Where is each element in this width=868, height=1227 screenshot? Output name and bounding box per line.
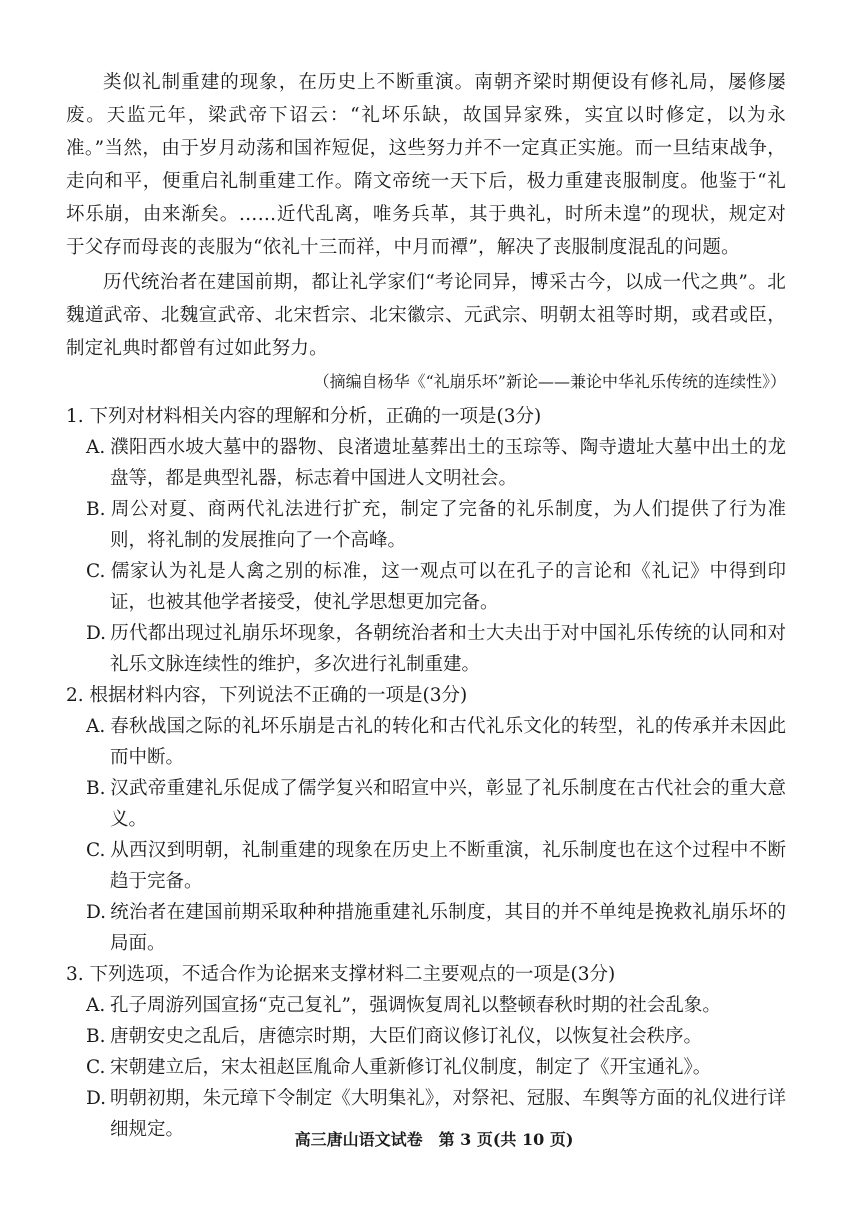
option-letter: D. [86, 1088, 107, 1109]
option-letter: B. [86, 1026, 106, 1047]
option-text: 统治者在建国前期采取种种措施重建礼乐制度，其目的并不单纯是挽救礼崩乐坏的局面。 [110, 902, 786, 954]
passage-source: （摘编自杨华《“礼崩乐坏”新论——兼论中华礼乐传统的连续性》） [313, 372, 786, 391]
question-stem: 2. 根据材料内容，下列说法不正确的一项是(3分) [66, 685, 468, 706]
option-text: 从西汉到明朝，礼制重建的现象在历史上不断重演，礼乐制度也在这个过程中不断趋于完备。 [110, 840, 786, 892]
option-d[interactable] [66, 897, 786, 959]
option-text: 孔子周游列国宣扬“克己复礼”，强调恢复周礼以整顿春秋时期的社会乱象。 [110, 995, 721, 1016]
option-a[interactable] [66, 990, 786, 1021]
option-letter: A. [86, 716, 106, 737]
option-text: 春秋战国之际的礼坏乐崩是古礼的转化和古代礼乐文化的转型，礼的传承并未因此而中断。 [110, 716, 786, 768]
passage-paragraph-2: 历代统治者在建国前期，都让礼学家们“考论同异，博采古今，以成一代之典”。北魏道武帝、北魏宣武帝、北宋哲宗、北宋徽宗、元武宗、明朝太祖等时期，或君或臣，制定礼典时都曾有过如此努力。 [66, 272, 786, 359]
option-letter: A. [86, 995, 106, 1016]
option-b[interactable] [66, 1021, 786, 1052]
option-c[interactable] [66, 556, 786, 618]
option-d[interactable] [66, 618, 786, 680]
option-b[interactable] [66, 773, 786, 835]
page-footer: 高三唐山语文试卷 第 3 页(共 10 页) [294, 1130, 574, 1149]
option-c[interactable] [66, 835, 786, 897]
option-letter: C. [86, 1057, 106, 1078]
question-2 [66, 680, 786, 959]
option-a[interactable] [66, 711, 786, 773]
option-letter: C. [86, 561, 106, 582]
option-letter: B. [86, 778, 106, 799]
option-text: 唐朝安史之乱后，唐德宗时期，大臣们商议修订礼仪，以恢复社会秩序。 [110, 1026, 703, 1047]
option-text: 濮阳西水坡大墓中的器物、良渚遗址墓葬出土的玉琮等、陶寺遗址大墓中出土的龙盘等，都是典型礼器，标志着中国进人文明社会。 [110, 437, 786, 489]
option-b[interactable] [66, 494, 786, 556]
option-a[interactable] [66, 432, 786, 494]
option-text: 宋朝建立后，宋太祖赵匡胤命人重新修订礼仪制度，制定了《开宝通礼》。 [110, 1057, 712, 1078]
option-letter: D. [86, 902, 107, 923]
page-content [66, 66, 786, 1145]
option-letter: C. [86, 840, 106, 861]
option-text: 周公对夏、商两代礼法进行扩充，制定了完备的礼乐制度，为人们提供了行为准则，将礼制的发展推向了一个高峰。 [110, 499, 786, 551]
option-c[interactable] [66, 1052, 786, 1083]
option-text: 明朝初期，朱元璋下令制定《大明集礼》，对祭祀、冠服、车舆等方面的礼仪进行详细规定。 [110, 1088, 786, 1140]
option-letter: A. [86, 437, 106, 458]
passage-paragraph-1: 类似礼制重建的现象，在历史上不断重演。南朝齐梁时期便设有修礼局，屡修屡废。天监元年，梁武帝下诏云：“礼坏乐缺，故国异家殊，实宜以时修定，以为永准。”当然，由于岁月动荡和国祚短促，这些努力并不一定真正实施。而一旦结束战争，走向和平，便重启礼制重建工作。隋文帝统一天下后，极力重建丧服制度。他鉴于“礼坏乐崩，由来渐矣。……近代乱离，唯务兵革，其于典礼，时所未遑”的现状，规定对于父存而母丧的丧服为“依礼十三而祥，中月而禫”，解决了丧服制度混乱的问题。 [66, 72, 786, 258]
option-letter: D. [86, 623, 107, 644]
option-text: 儒家认为礼是人禽之别的标准，这一观点可以在孔子的言论和《礼记》中得到印证，也被其他学者接受，使礼学思想更加完备。 [110, 561, 786, 613]
option-text: 历代都出现过礼崩乐坏现象，各朝统治者和士大夫出于对中国礼乐传统的认同和对礼乐文脉连续性的维护，多次进行礼制重建。 [110, 623, 786, 675]
option-letter: B. [86, 499, 106, 520]
question-3 [66, 959, 786, 1145]
question-1 [66, 401, 786, 680]
question-stem: 3. 下列选项，不适合作为论据来支撑材料二主要观点的一项是(3分) [66, 964, 616, 985]
option-text: 汉武帝重建礼乐促成了儒学复兴和昭宣中兴，彰显了礼乐制度在古代社会的重大意义。 [110, 778, 786, 830]
question-stem: 1. 下列对材料相关内容的理解和分析，正确的一项是(3分) [66, 406, 542, 427]
